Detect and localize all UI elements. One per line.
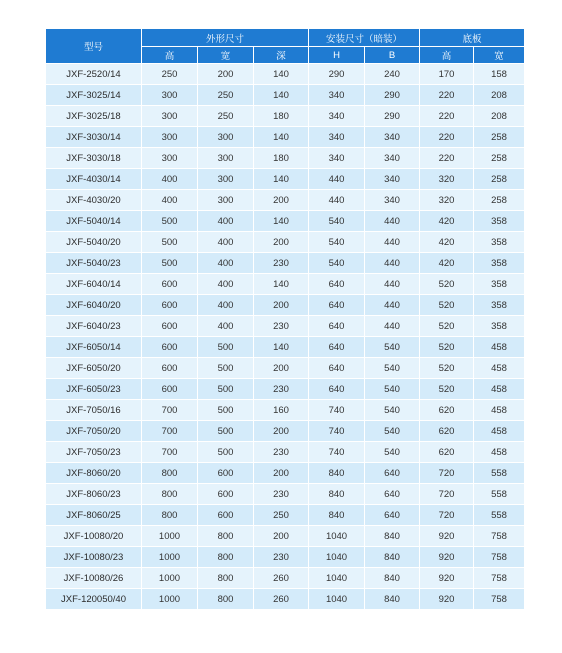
width-cell: 300 (198, 169, 254, 190)
install-b-cell: 540 (365, 358, 420, 379)
depth-cell: 140 (254, 274, 309, 295)
model-cell: JXF-8060/20 (46, 463, 142, 484)
depth-cell: 230 (254, 316, 309, 337)
install-b-cell: 440 (365, 295, 420, 316)
table-row (46, 64, 525, 85)
base-width-cell: 758 (474, 589, 525, 610)
height-cell: 700 (142, 442, 198, 463)
subheader-height: 高 (142, 47, 198, 64)
width-cell: 400 (198, 316, 254, 337)
model-cell: JXF-3025/14 (46, 85, 142, 106)
width-cell: 500 (198, 379, 254, 400)
table-row (46, 211, 525, 232)
install-h-cell: 540 (309, 211, 365, 232)
height-cell: 700 (142, 400, 198, 421)
base-height-cell: 220 (420, 85, 474, 106)
depth-cell: 140 (254, 127, 309, 148)
install-h-cell: 1040 (309, 547, 365, 568)
table-row (46, 169, 525, 190)
install-h-cell: 340 (309, 127, 365, 148)
base-width-cell: 258 (474, 148, 525, 169)
base-width-cell: 758 (474, 526, 525, 547)
install-b-cell: 440 (365, 274, 420, 295)
table-row (46, 400, 525, 421)
table-row (46, 442, 525, 463)
table-row (46, 568, 525, 589)
install-b-cell: 340 (365, 169, 420, 190)
header-outer-size: 外形尺寸 (142, 29, 309, 47)
install-b-cell: 840 (365, 526, 420, 547)
width-cell: 400 (198, 211, 254, 232)
width-cell: 500 (198, 421, 254, 442)
depth-cell: 180 (254, 106, 309, 127)
install-h-cell: 640 (309, 274, 365, 295)
depth-cell: 230 (254, 547, 309, 568)
subheader-install-b: B (365, 47, 420, 64)
base-height-cell: 220 (420, 127, 474, 148)
base-height-cell: 320 (420, 169, 474, 190)
model-cell: JXF-10080/20 (46, 526, 142, 547)
base-height-cell: 920 (420, 589, 474, 610)
table-row (46, 337, 525, 358)
header-install-size: 安装尺寸（暗装） (309, 29, 420, 47)
subheader-install-h: H (309, 47, 365, 64)
width-cell: 400 (198, 253, 254, 274)
model-cell: JXF-2520/14 (46, 64, 142, 85)
width-cell: 400 (198, 295, 254, 316)
height-cell: 500 (142, 253, 198, 274)
width-cell: 300 (198, 148, 254, 169)
model-cell: JXF-6050/20 (46, 358, 142, 379)
install-b-cell: 840 (365, 547, 420, 568)
table-row (46, 421, 525, 442)
table-row (46, 547, 525, 568)
depth-cell: 230 (254, 442, 309, 463)
table-row (46, 274, 525, 295)
base-height-cell: 520 (420, 316, 474, 337)
height-cell: 1000 (142, 589, 198, 610)
depth-cell: 250 (254, 505, 309, 526)
depth-cell: 200 (254, 421, 309, 442)
install-h-cell: 640 (309, 379, 365, 400)
height-cell: 600 (142, 316, 198, 337)
install-h-cell: 540 (309, 253, 365, 274)
base-width-cell: 358 (474, 253, 525, 274)
height-cell: 300 (142, 127, 198, 148)
install-h-cell: 440 (309, 169, 365, 190)
model-cell: JXF-8060/25 (46, 505, 142, 526)
width-cell: 250 (198, 85, 254, 106)
base-height-cell: 520 (420, 337, 474, 358)
base-height-cell: 520 (420, 379, 474, 400)
install-h-cell: 340 (309, 148, 365, 169)
base-height-cell: 520 (420, 274, 474, 295)
install-b-cell: 540 (365, 421, 420, 442)
install-h-cell: 840 (309, 484, 365, 505)
height-cell: 250 (142, 64, 198, 85)
base-height-cell: 720 (420, 505, 474, 526)
width-cell: 600 (198, 505, 254, 526)
table-body (46, 64, 525, 610)
install-b-cell: 540 (365, 442, 420, 463)
depth-cell: 230 (254, 484, 309, 505)
install-h-cell: 640 (309, 295, 365, 316)
width-cell: 800 (198, 547, 254, 568)
model-cell: JXF-7050/16 (46, 400, 142, 421)
base-width-cell: 358 (474, 295, 525, 316)
install-b-cell: 290 (365, 106, 420, 127)
depth-cell: 140 (254, 211, 309, 232)
install-h-cell: 740 (309, 442, 365, 463)
base-width-cell: 458 (474, 358, 525, 379)
model-cell: JXF-6050/23 (46, 379, 142, 400)
base-height-cell: 620 (420, 421, 474, 442)
base-height-cell: 520 (420, 295, 474, 316)
install-h-cell: 640 (309, 316, 365, 337)
base-height-cell: 420 (420, 211, 474, 232)
depth-cell: 200 (254, 190, 309, 211)
base-width-cell: 208 (474, 85, 525, 106)
base-width-cell: 358 (474, 274, 525, 295)
install-h-cell: 740 (309, 421, 365, 442)
install-b-cell: 340 (365, 148, 420, 169)
install-b-cell: 240 (365, 64, 420, 85)
height-cell: 400 (142, 190, 198, 211)
width-cell: 800 (198, 526, 254, 547)
height-cell: 400 (142, 169, 198, 190)
height-cell: 600 (142, 358, 198, 379)
depth-cell: 230 (254, 253, 309, 274)
height-cell: 1000 (142, 568, 198, 589)
table-row (46, 316, 525, 337)
install-h-cell: 440 (309, 190, 365, 211)
base-width-cell: 158 (474, 64, 525, 85)
model-cell: JXF-120050/40 (46, 589, 142, 610)
height-cell: 600 (142, 295, 198, 316)
width-cell: 800 (198, 568, 254, 589)
base-height-cell: 920 (420, 568, 474, 589)
model-cell: JXF-10080/23 (46, 547, 142, 568)
table-row (46, 85, 525, 106)
install-b-cell: 340 (365, 190, 420, 211)
height-cell: 800 (142, 463, 198, 484)
table-row (46, 295, 525, 316)
base-height-cell: 220 (420, 106, 474, 127)
base-width-cell: 358 (474, 232, 525, 253)
table-row (46, 589, 525, 610)
install-b-cell: 840 (365, 568, 420, 589)
install-h-cell: 1040 (309, 568, 365, 589)
depth-cell: 230 (254, 379, 309, 400)
base-width-cell: 258 (474, 127, 525, 148)
model-cell: JXF-7050/20 (46, 421, 142, 442)
height-cell: 800 (142, 505, 198, 526)
base-width-cell: 458 (474, 442, 525, 463)
depth-cell: 200 (254, 526, 309, 547)
install-b-cell: 640 (365, 505, 420, 526)
base-height-cell: 720 (420, 484, 474, 505)
install-h-cell: 540 (309, 232, 365, 253)
table-row (46, 379, 525, 400)
install-h-cell: 640 (309, 358, 365, 379)
width-cell: 300 (198, 190, 254, 211)
depth-cell: 140 (254, 64, 309, 85)
install-h-cell: 840 (309, 463, 365, 484)
model-cell: JXF-5040/20 (46, 232, 142, 253)
base-width-cell: 258 (474, 169, 525, 190)
depth-cell: 180 (254, 148, 309, 169)
width-cell: 800 (198, 589, 254, 610)
model-cell: JXF-7050/23 (46, 442, 142, 463)
depth-cell: 200 (254, 358, 309, 379)
table-row (46, 232, 525, 253)
width-cell: 400 (198, 232, 254, 253)
model-cell: JXF-4030/20 (46, 190, 142, 211)
base-height-cell: 320 (420, 190, 474, 211)
install-h-cell: 640 (309, 337, 365, 358)
install-h-cell: 840 (309, 505, 365, 526)
install-b-cell: 290 (365, 85, 420, 106)
install-b-cell: 440 (365, 316, 420, 337)
spec-table (45, 28, 525, 610)
depth-cell: 200 (254, 463, 309, 484)
width-cell: 600 (198, 463, 254, 484)
install-h-cell: 740 (309, 400, 365, 421)
model-cell: JXF-6040/14 (46, 274, 142, 295)
base-height-cell: 420 (420, 253, 474, 274)
install-h-cell: 340 (309, 85, 365, 106)
width-cell: 200 (198, 64, 254, 85)
subheader-depth: 深 (254, 47, 309, 64)
base-height-cell: 920 (420, 526, 474, 547)
depth-cell: 260 (254, 568, 309, 589)
table-row (46, 253, 525, 274)
height-cell: 800 (142, 484, 198, 505)
base-width-cell: 458 (474, 421, 525, 442)
base-height-cell: 720 (420, 463, 474, 484)
height-cell: 500 (142, 211, 198, 232)
base-width-cell: 458 (474, 337, 525, 358)
base-height-cell: 620 (420, 400, 474, 421)
model-cell: JXF-4030/14 (46, 169, 142, 190)
depth-cell: 200 (254, 232, 309, 253)
base-height-cell: 170 (420, 64, 474, 85)
height-cell: 600 (142, 337, 198, 358)
depth-cell: 260 (254, 589, 309, 610)
width-cell: 300 (198, 127, 254, 148)
table-row (46, 190, 525, 211)
base-width-cell: 558 (474, 484, 525, 505)
model-cell: JXF-6050/14 (46, 337, 142, 358)
height-cell: 300 (142, 148, 198, 169)
width-cell: 250 (198, 106, 254, 127)
width-cell: 500 (198, 442, 254, 463)
model-cell: JXF-8060/23 (46, 484, 142, 505)
install-b-cell: 840 (365, 589, 420, 610)
base-width-cell: 458 (474, 400, 525, 421)
subheader-width: 宽 (198, 47, 254, 64)
depth-cell: 140 (254, 337, 309, 358)
base-width-cell: 458 (474, 379, 525, 400)
subheader-base-width: 宽 (474, 47, 525, 64)
table-row (46, 505, 525, 526)
height-cell: 600 (142, 274, 198, 295)
depth-cell: 160 (254, 400, 309, 421)
height-cell: 300 (142, 85, 198, 106)
install-h-cell: 1040 (309, 589, 365, 610)
install-b-cell: 440 (365, 232, 420, 253)
install-b-cell: 540 (365, 400, 420, 421)
height-cell: 1000 (142, 526, 198, 547)
width-cell: 600 (198, 484, 254, 505)
depth-cell: 140 (254, 169, 309, 190)
install-b-cell: 440 (365, 253, 420, 274)
base-height-cell: 520 (420, 358, 474, 379)
height-cell: 1000 (142, 547, 198, 568)
install-h-cell: 1040 (309, 526, 365, 547)
install-b-cell: 640 (365, 484, 420, 505)
model-cell: JXF-10080/26 (46, 568, 142, 589)
base-width-cell: 358 (474, 211, 525, 232)
table-row (46, 484, 525, 505)
height-cell: 700 (142, 421, 198, 442)
model-cell: JXF-6040/20 (46, 295, 142, 316)
table-row (46, 106, 525, 127)
width-cell: 500 (198, 358, 254, 379)
install-b-cell: 340 (365, 127, 420, 148)
model-cell: JXF-6040/23 (46, 316, 142, 337)
header-base-plate: 底板 (420, 29, 525, 47)
model-cell: JXF-5040/23 (46, 253, 142, 274)
base-height-cell: 920 (420, 547, 474, 568)
base-width-cell: 208 (474, 106, 525, 127)
model-cell: JXF-3030/14 (46, 127, 142, 148)
base-width-cell: 758 (474, 547, 525, 568)
width-cell: 500 (198, 400, 254, 421)
base-width-cell: 558 (474, 505, 525, 526)
width-cell: 500 (198, 337, 254, 358)
height-cell: 300 (142, 106, 198, 127)
header-model: 型号 (46, 29, 142, 64)
height-cell: 500 (142, 232, 198, 253)
model-cell: JXF-5040/14 (46, 211, 142, 232)
base-width-cell: 258 (474, 190, 525, 211)
depth-cell: 140 (254, 85, 309, 106)
install-h-cell: 290 (309, 64, 365, 85)
depth-cell: 200 (254, 295, 309, 316)
base-height-cell: 420 (420, 232, 474, 253)
base-width-cell: 758 (474, 568, 525, 589)
table-row (46, 526, 525, 547)
install-b-cell: 540 (365, 379, 420, 400)
width-cell: 400 (198, 274, 254, 295)
height-cell: 600 (142, 379, 198, 400)
base-height-cell: 620 (420, 442, 474, 463)
install-h-cell: 340 (309, 106, 365, 127)
base-width-cell: 558 (474, 463, 525, 484)
model-cell: JXF-3025/18 (46, 106, 142, 127)
install-b-cell: 540 (365, 337, 420, 358)
base-height-cell: 220 (420, 148, 474, 169)
table-row (46, 358, 525, 379)
table-row (46, 127, 525, 148)
install-b-cell: 440 (365, 211, 420, 232)
install-b-cell: 640 (365, 463, 420, 484)
table-row (46, 463, 525, 484)
table-row (46, 148, 525, 169)
subheader-base-height: 高 (420, 47, 474, 64)
base-width-cell: 358 (474, 316, 525, 337)
model-cell: JXF-3030/18 (46, 148, 142, 169)
